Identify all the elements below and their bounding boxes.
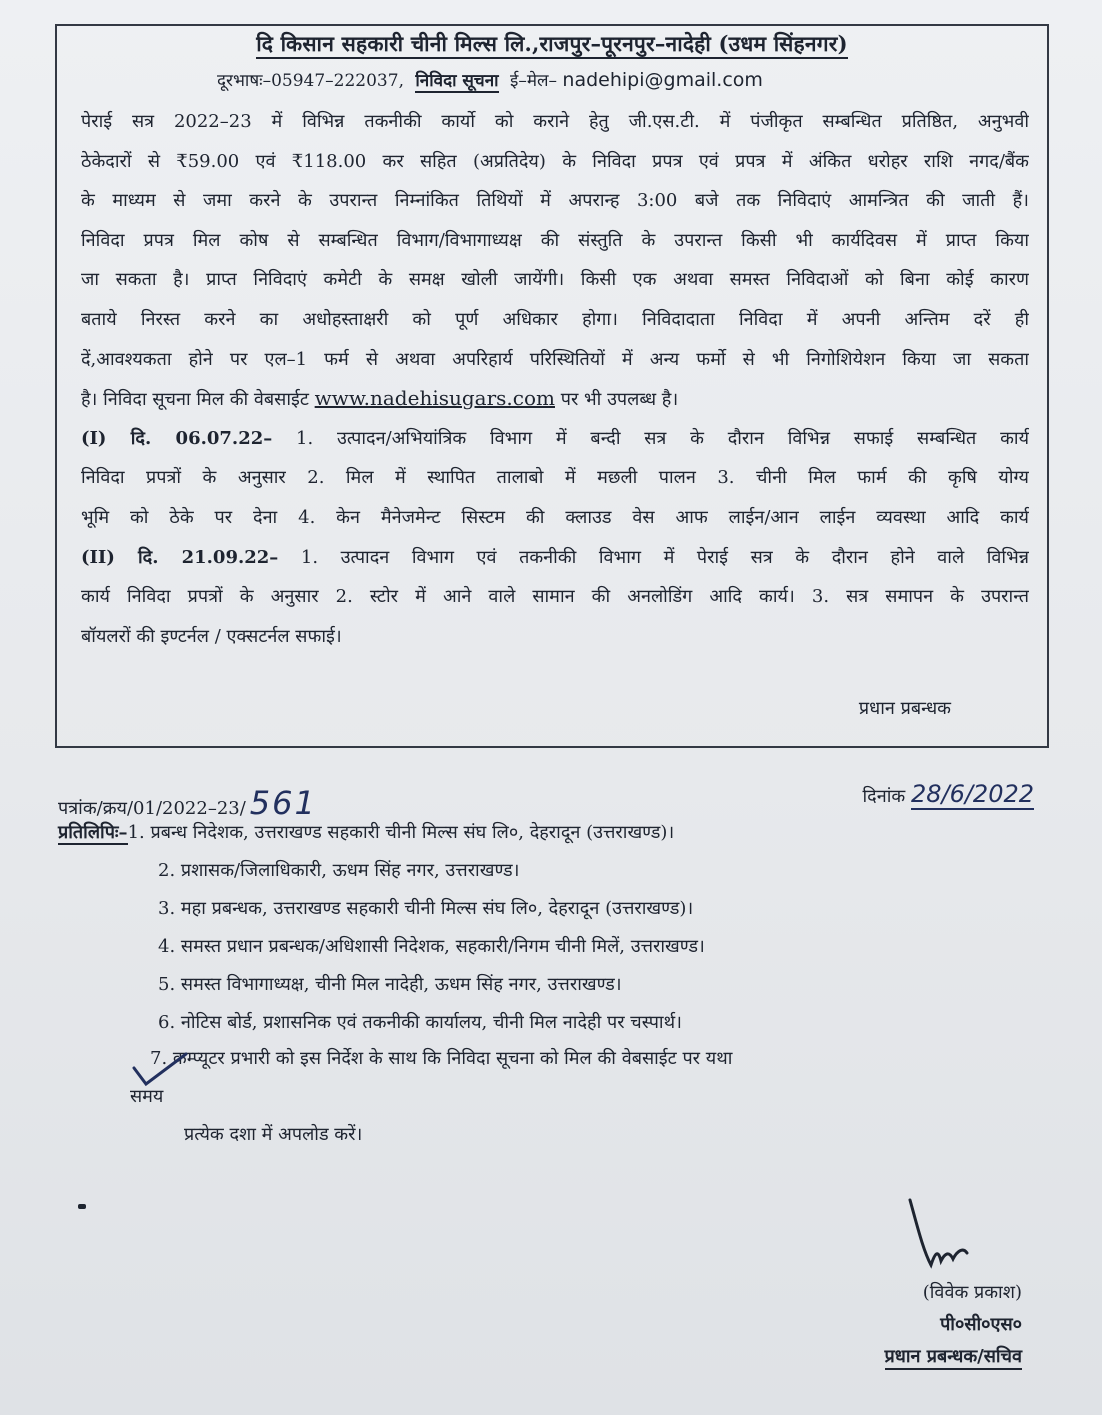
body-line: जा सकता है। प्राप्त निविदाएं कमेटी के समक्ष खोली जायेंगी। किसी एक अथवा समस्त निविदाओं को बिना कोई कारण	[81, 269, 1029, 291]
ink-dot	[78, 1204, 86, 1209]
tender-notice-box	[55, 24, 1049, 748]
signatory-name: (विवेक प्रकाश)	[922, 1282, 1022, 1303]
item-ii-line-2: कार्य निविदा प्रपत्रों के अनुसार 2. स्टोर में आने वाले सामान की अनलोडिंग आदि कार्य। 3. सत्र समापन के उपरान्त	[81, 586, 1029, 608]
copy-item: 7. कम्प्यूटर प्रभारी को इस निर्देश के साथ कि निविदा सूचना को मिल की वेबसाईट पर यथा	[150, 1048, 733, 1069]
copy-item-continued: समय	[130, 1086, 164, 1107]
phone-number: दूरभाषः–05947–222037,	[217, 71, 404, 91]
signature-scribble-icon	[905, 1195, 985, 1275]
copy-item: 5. समस्त विभागाध्यक्ष, चीनी मिल नादेही, ऊधम सिंह नगर, उत्तराखण्ड।	[158, 974, 622, 995]
signatory-service: पी०सी०एस०	[940, 1314, 1022, 1335]
website-link[interactable]: www.nadehisugars.com	[314, 386, 555, 411]
copy-item: प्रतिलिपिः–1. प्रबन्ध निदेशक, उत्तराखण्ड सहकारी चीनी मिल्स संघ लि०, देहरादून (उत्तराखण्ड)।	[58, 822, 675, 843]
body-line: निविदा प्रपत्र मिल कोष से सम्बन्धित विभाग/विभागाध्यक्ष की संस्तुति के उपरान्त किसी भी कार्यदिवस में प्राप्त किया	[81, 229, 1029, 251]
signatory-designation: प्रधान प्रबन्धक/सचिव	[885, 1344, 1022, 1370]
handwritten-ref-number: 561	[249, 784, 317, 822]
item-i-line-2: निविदा प्रपत्रों के अनुसार 2. मिल में स्थापित तालाबो में मछली पालन 3. चीनी मिल फार्म की कृषि योग्य	[81, 467, 1029, 489]
item-i-line-1: (I) दि. 06.07.22– 1. उत्पादन/अभियांत्रिक विभाग में बन्दी सत्र के दौरान विभिन्न सफाई सम्बन्धित कार्य	[81, 427, 1029, 449]
box-signatory: प्रधान प्रबन्धक	[858, 698, 951, 719]
body-line: के माध्यम से जमा करने के उपरान्त निम्नांकित तिथियों में अपरान्ह 3:00 बजे तक निविदाएं आमन्त्रित की जाती हैं।	[81, 190, 1029, 212]
copy-item: 3. महा प्रबन्धक, उत्तराखण्ड सहकारी चीनी मिल्स संघ लि०, देहरादून (उत्तराखण्ड)।	[158, 898, 694, 919]
item-ii-line-1: (II) दि. 21.09.22– 1. उत्पादन विभाग एवं तकनीकी विभाग में पेराई सत्र के दौरान होने वाले विभिन्न	[81, 546, 1029, 568]
tick-mark-icon	[130, 1050, 190, 1090]
email-label: ई–मेल–	[509, 71, 558, 91]
copy-item: 6. नोटिस बोर्ड, प्रशासनिक एवं तकनीकी कार्यालय, चीनी मिल नादेही पर चस्पार्थ।	[158, 1012, 682, 1033]
copy-label: प्रतिलिपिः–	[58, 822, 128, 843]
website-line: है। निविदा सूचना मिल की वेबसाईट www.nadehisugars.com पर भी उपलब्ध है।	[81, 386, 679, 411]
tender-notice-label: निविदा सूचना	[415, 71, 499, 91]
copy-item-continued: प्रत्येक दशा में अपलोड करें।	[184, 1124, 363, 1145]
body-line: ठेकेदारों से ₹59.00 एवं ₹118.00 कर सहित (अप्रतिदेय) के निविदा प्रपत्र एवं प्रपत्र में अंकित धरोहर राशि नगद/बैंक	[81, 150, 1029, 172]
signature-block	[885, 1280, 1022, 1378]
reference-date: दिनांक 28/6/2022	[862, 780, 1034, 808]
item-i-line-3: भूमि को ठेके पर देना 4. केन मैनेजमेन्ट सिस्टम की क्लाउड वेस आफ लाईन/आन लाईन व्यवस्था आदि कार्य	[81, 506, 1029, 528]
item-ii-line-3: बॉयलरों की इण्टर्नल / एक्सटर्नल सफाई।	[81, 625, 342, 647]
handwritten-date: 28/6/2022	[910, 780, 1034, 808]
copy-item: 4. समस्त प्रधान प्रबन्धक/अधिशासी निदेशक, सहकारी/निगम चीनी मिलें, उत्तराखण्ड।	[158, 936, 705, 957]
email-address: nadehipi@gmail.com	[562, 69, 763, 91]
body-line: बताये निरस्त करने का अधोहस्ताक्षरी को पूर्ण अधिकार होगा। निविदादाता निविदा में अपनी अन्तिम दरें ही	[81, 308, 1029, 330]
contact-line	[217, 68, 763, 91]
item-i-date: (I) दि. 06.07.22–	[81, 427, 273, 449]
item-ii-date: (II) दि. 21.09.22–	[81, 546, 279, 568]
body-line: पेराई सत्र 2022–23 में विभिन्न तकनीकी कार्यो को कराने हेतु जी.एस.टी. में पंजीकृत सम्बन्धित प्रतिष्ठित, अनुभवी	[81, 111, 1029, 132]
copy-item: 2. प्रशासक/जिलाधिकारी, ऊधम सिंह नगर, उत्तराखण्ड।	[158, 860, 520, 881]
body-line: दें,आवश्यकता होने पर एल–1 फर्म से अथवा अपरिहार्य परिस्थितियों में अन्य फर्मो से भी निगोशियेशन किया जा सकता	[81, 348, 1029, 370]
reference-number: पत्रांक/क्रय/01/2022–23/ 561	[58, 784, 317, 822]
organization-title: दि किसान सहकारी चीनी मिल्स लि.,राजपुर–पूरनपुर–नादेही (उधम सिंहनगर)	[57, 30, 1047, 58]
notice-body	[81, 102, 1029, 656]
